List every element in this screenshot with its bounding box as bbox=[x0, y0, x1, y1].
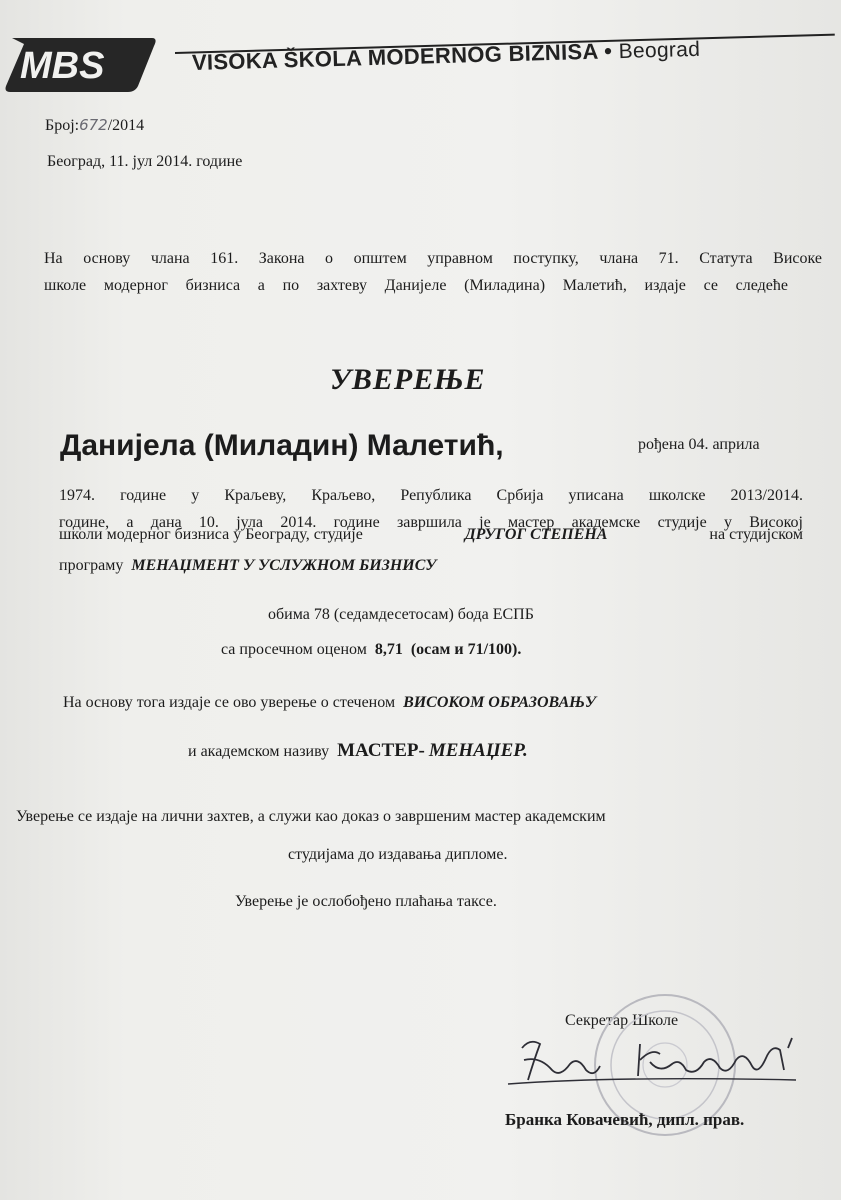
body-line-4 bbox=[59, 557, 436, 575]
purpose-line-2: студијама до издавања дипломе. bbox=[288, 846, 508, 863]
signature-role: Секретар Школе bbox=[565, 1012, 679, 1029]
academic-title-line bbox=[188, 740, 528, 762]
intro-line-2: школе модерног бизниса а по захтеву Данијеле (Миладина) Малетић, издаје се следеће bbox=[44, 277, 788, 294]
issued-line bbox=[63, 694, 596, 712]
handwritten-signature bbox=[500, 1030, 820, 1100]
body-line-3-pre: школи модерног бизниса у Београду, студије bbox=[59, 526, 363, 543]
intro-line-1: На основу члана 161. Закона о општем управном поступку, члана 71. Статута Високе bbox=[44, 250, 822, 267]
issued-text: На основу тога издаје се ово уверење о стеченом bbox=[63, 694, 396, 711]
education-level: ВИСОКОМ ОБРАЗОВАЊУ bbox=[403, 694, 597, 711]
birth-date-start: рођена 04. априла bbox=[638, 436, 760, 453]
body-line-3-post: на студијском bbox=[709, 526, 803, 543]
school-name: VISOKA ŠKOLA MODERNOG BIZNISA bbox=[191, 38, 599, 75]
grade-words: (осам и 71/100). bbox=[410, 641, 522, 658]
reference-handwritten-number: 672 bbox=[79, 116, 108, 134]
school-name-header bbox=[192, 36, 701, 76]
header-separator: • bbox=[603, 38, 613, 64]
logo-text: MBS bbox=[20, 45, 105, 87]
academic-title-part-1: МАСТЕР- bbox=[337, 740, 425, 761]
grade-value: 8,71 bbox=[374, 641, 403, 658]
person-name: Данијела (Миладин) Малетић, bbox=[60, 429, 504, 462]
purpose-line-1: Уверење се издаје на лични захтев, а служи као доказ о завршеним мастер академским bbox=[16, 808, 606, 825]
body-line-1: 1974. године у Краљеву, Краљево, Република Србија уписана школске 2013/2014. bbox=[59, 487, 803, 504]
program-name: МЕНАЏМЕНТ У УСЛУЖНОМ БИЗНИСУ bbox=[131, 557, 437, 574]
reference-label: Број: bbox=[45, 117, 80, 134]
academic-title-label: и академском називу bbox=[188, 743, 330, 760]
reference-year: /2014 bbox=[107, 117, 145, 134]
mbs-logo bbox=[2, 34, 158, 94]
degree-level: ДРУГОГ СТЕПЕНА bbox=[464, 526, 608, 543]
grade-line bbox=[221, 641, 521, 659]
program-label: програму bbox=[59, 557, 124, 574]
signatory-name: Бранка Ковачевић, дипл. прав. bbox=[505, 1110, 745, 1129]
issue-date: Београд, 11. јул 2014. године bbox=[47, 153, 243, 170]
body-line-3 bbox=[59, 526, 803, 544]
school-city: Beograd bbox=[618, 37, 701, 64]
academic-title-part-2: МЕНАЏЕР. bbox=[428, 740, 528, 761]
grade-label: са просечном оценом bbox=[221, 641, 367, 658]
ects-line: обима 78 (седамдесетосам) бода ЕСПБ bbox=[268, 606, 534, 623]
body-line-2: године, а дана 10. јула 2014. године завршила је мастер академске студије у Високој bbox=[59, 514, 803, 531]
reference-number bbox=[45, 116, 144, 135]
tax-exemption: Уверење је ослобођено плаћања таксе. bbox=[235, 893, 497, 910]
document-title: УВЕРЕЊЕ bbox=[330, 363, 486, 396]
